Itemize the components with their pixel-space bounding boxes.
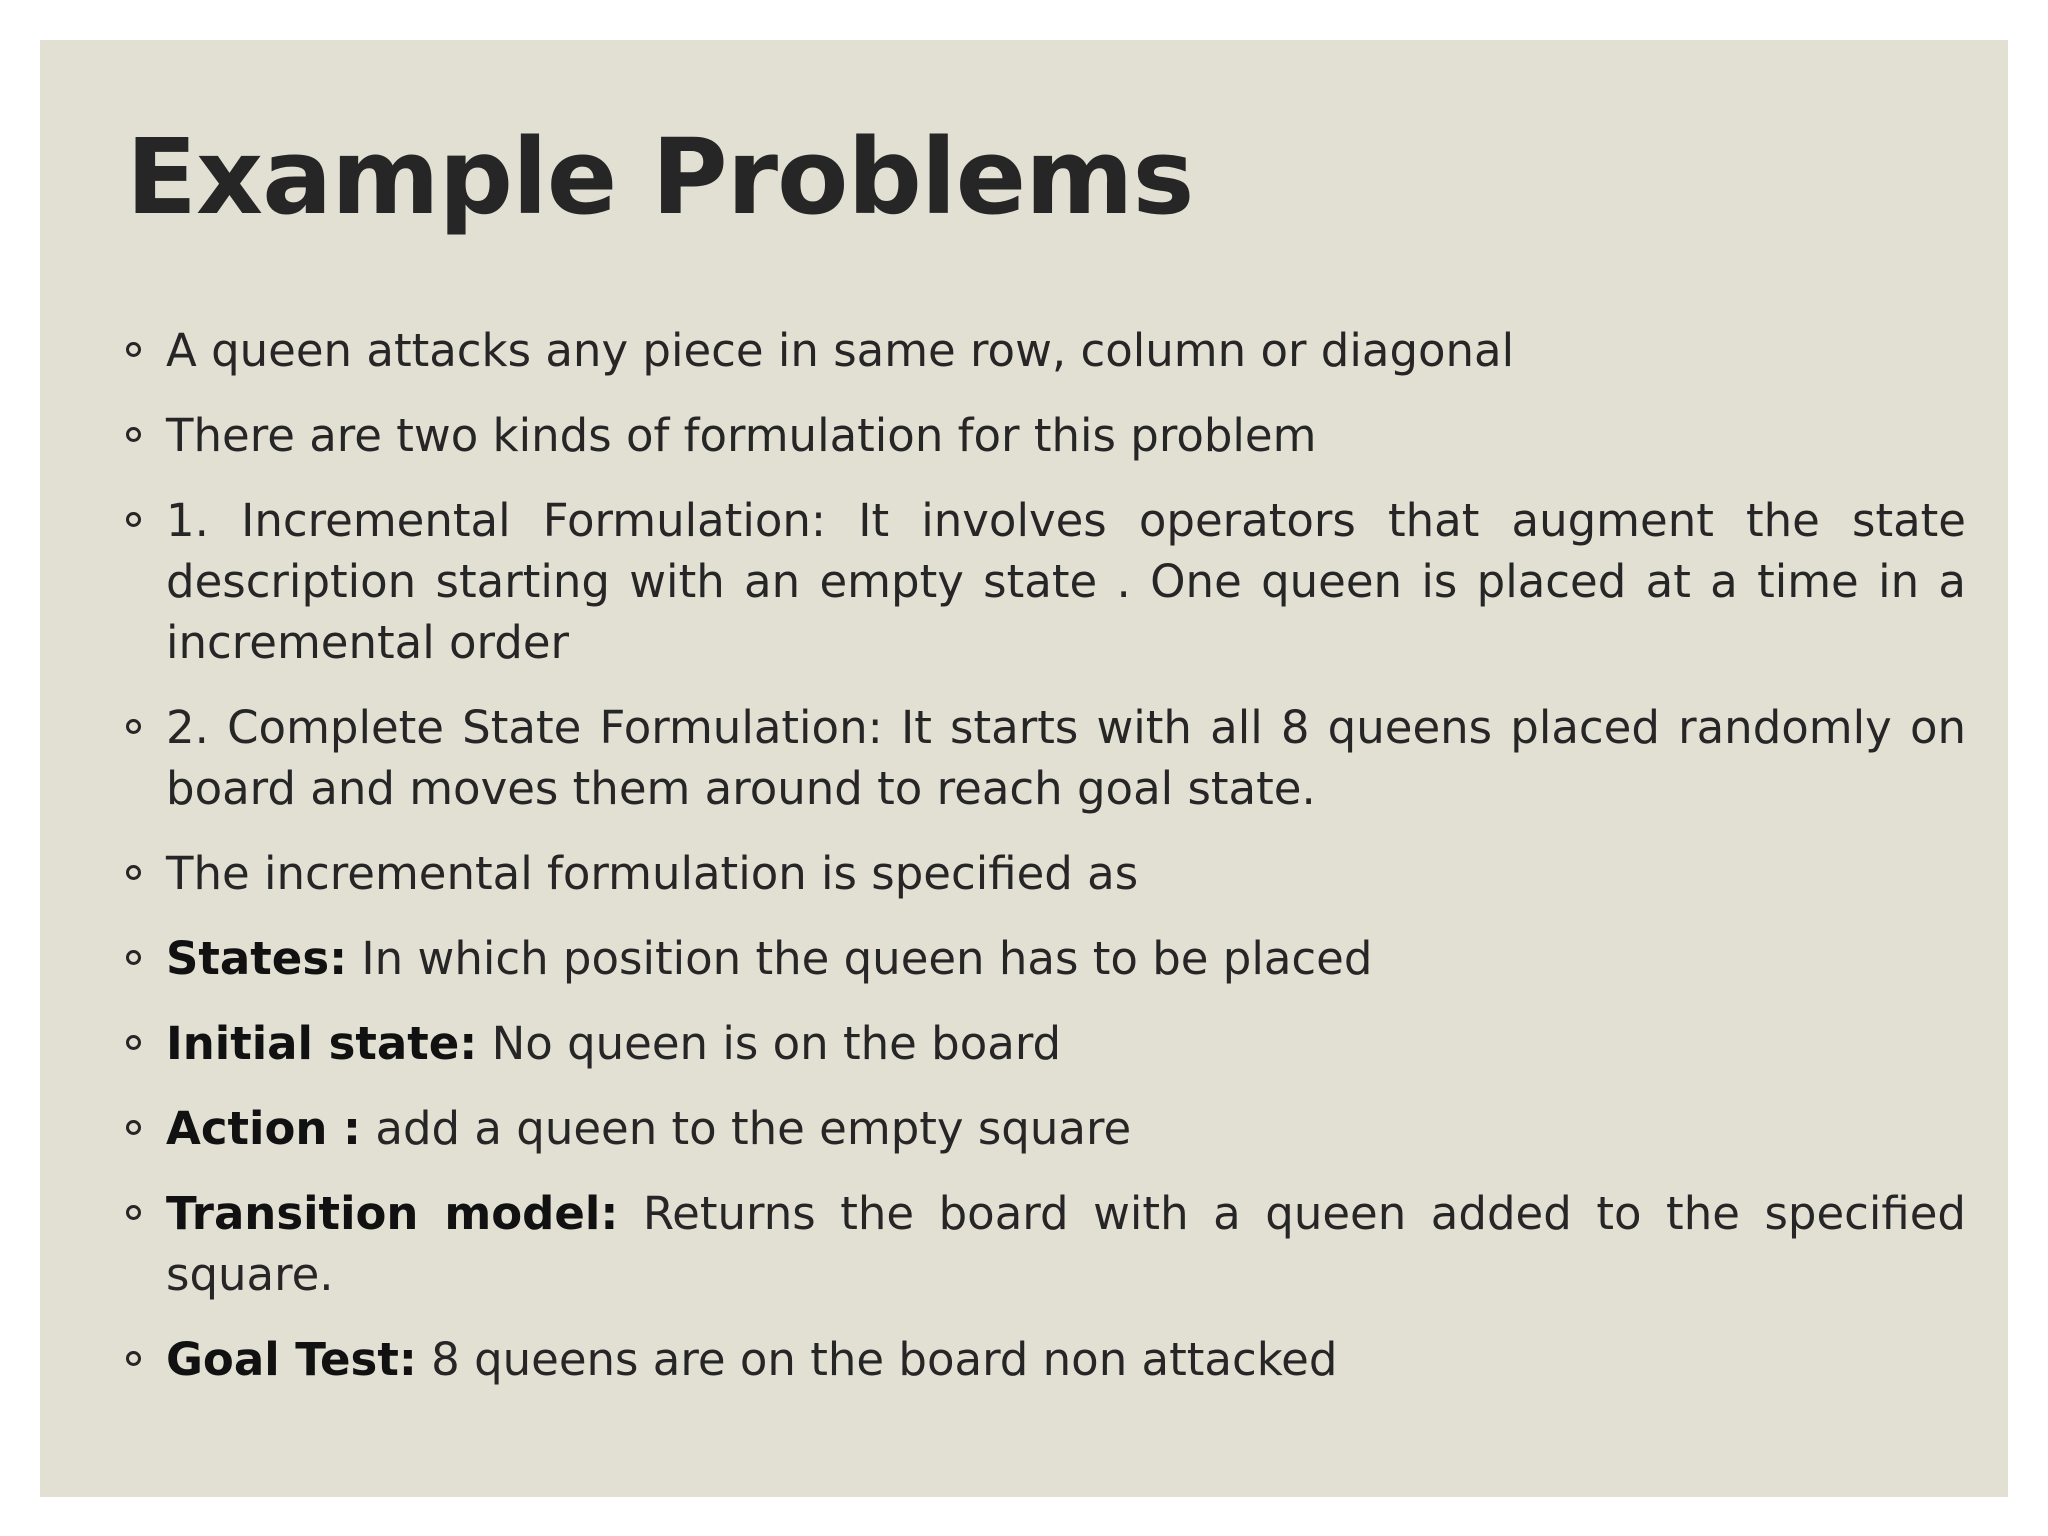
circle-bullet-icon [126,427,141,442]
circle-bullet-icon [126,342,141,357]
bullet-text: add a queen to the empty square [361,1102,1132,1155]
slide-title: Example Problems [126,116,1194,238]
bullet-text: In which position the queen has to be placed [347,932,1373,985]
bullet-text: The incremental formulation is specified as [166,847,1139,900]
bullet-text: Returns the board with a queen added to the specified square. [166,1187,1966,1301]
bullet-list [126,320,1966,1414]
bullet-item [126,320,1966,381]
circle-bullet-icon [126,1205,141,1220]
bullet-text: No queen is on the board [477,1017,1062,1070]
circle-bullet-icon [126,1120,141,1135]
bullet-item [126,405,1966,466]
bullet-item [126,928,1966,989]
slide [40,40,2008,1497]
bullet-item [126,1013,1966,1074]
bullet-item [126,490,1966,673]
bullet-text: 8 queens are on the board non attacked [416,1333,1338,1386]
bullet-term: States: [166,932,348,985]
bullet-term: Initial state: [166,1017,478,1070]
bullet-item [126,1329,1966,1390]
bullet-text: 1. Incremental Formulation: It involves operators that augment the state description starting with an empty state . One queen is placed at a time in a incremental order [166,494,1966,669]
circle-bullet-icon [126,1351,141,1366]
circle-bullet-icon [126,950,141,965]
bullet-text: There are two kinds of formulation for this problem [166,409,1317,462]
circle-bullet-icon [126,865,141,880]
bullet-term: Goal Test: [166,1333,417,1386]
bullet-text: 2. Complete State Formulation: It starts with all 8 queens placed randomly on board and moves them around to reach goal state. [166,701,1966,815]
bullet-item [126,1183,1966,1305]
bullet-item [126,843,1966,904]
bullet-text: A queen attacks any piece in same row, column or diagonal [166,324,1515,377]
bullet-term: Action : [166,1102,362,1155]
bullet-item [126,1098,1966,1159]
circle-bullet-icon [126,512,141,527]
circle-bullet-icon [126,1035,141,1050]
bullet-item [126,697,1966,819]
circle-bullet-icon [126,719,141,734]
bullet-term: Transition model: [166,1187,619,1240]
